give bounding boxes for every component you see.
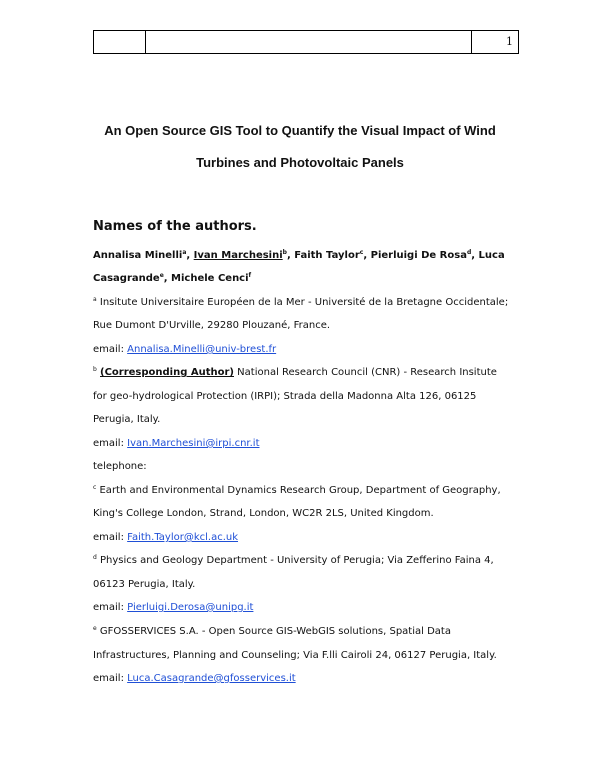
header-cell-left <box>94 31 146 53</box>
author-name: Faith Taylor <box>294 250 360 261</box>
email-link[interactable]: Luca.Casagrande@gfosservices.it <box>127 673 296 684</box>
author-sup: c <box>359 249 364 256</box>
paper-title-line-1: An Open Source GIS Tool to Quantify the Visual Impact of Wind <box>104 123 496 138</box>
authors-line-1: Annalisa Minelli$^a$, Ivan Marchesini$^b$, Faith Taylor$^c$, Pierluigi De Rosa$^d$, Luca <box>93 249 505 261</box>
email-label: email: <box>93 344 128 355</box>
header-cell-right <box>472 31 518 53</box>
affiliation-b-line-2: for geo-hydrological Protection (IRPI); Strada della Madonna Alta 126, 06125 <box>93 391 477 402</box>
author-sup: f <box>248 272 252 279</box>
affiliation-sup: c <box>93 484 97 491</box>
affiliation-text: Insitute Universitaire Européen de la Mer - Université de la Bretagne Occidentale; <box>96 297 509 308</box>
email-label: email: <box>93 602 128 613</box>
affiliation-d-email <box>93 602 523 613</box>
author-name: Luca <box>478 250 505 261</box>
affiliation-b-email <box>93 438 523 449</box>
affiliation-text: GFOSSERVICES S.A. - Open Source GIS-WebGIS solutions, Spatial Data <box>96 626 451 637</box>
author-name: Michele Cenci <box>171 273 249 284</box>
affiliation-c-line-2: King's College London, Strand, London, WC2R 2LS, United Kingdom. <box>93 508 434 519</box>
affiliation-sup: a <box>93 296 97 303</box>
author-name: Annalisa Minelli <box>93 250 183 261</box>
email-link[interactable]: Ivan.Marchesini@irpi.cnr.it <box>127 438 260 449</box>
affiliation-c-line-1 <box>93 485 523 496</box>
author-name: Ivan Marchesini <box>193 250 283 261</box>
affiliation-a-line-2: Rue Dumont D'Urville, 29280 Plouzané, France. <box>93 320 331 331</box>
affiliation-text: Earth and Environmental Dynamics Research Group, Department of Geography, <box>96 485 501 496</box>
affiliation-a-email <box>93 344 523 355</box>
affiliation-b-line-3: Perugia, Italy. <box>93 414 161 425</box>
header-cell-middle <box>146 31 472 53</box>
authors-line-2: Casagrande$^e$, Michele Cenci$^f$ <box>93 272 252 284</box>
author-sup: e <box>159 272 164 279</box>
author-name: Pierluigi De Rosa <box>370 250 467 261</box>
email-link[interactable]: Annalisa.Minelli@univ-brest.fr <box>127 344 277 355</box>
affiliation-sup: e <box>93 625 97 632</box>
corresponding-author-label: (Corresponding Author) <box>100 367 234 378</box>
affiliation-e-email <box>93 673 523 684</box>
affiliation-c-email <box>93 532 523 543</box>
paper-title-line-2: Turbines and Photovoltaic Panels <box>196 155 404 170</box>
affiliation-a-line-1 <box>93 297 523 308</box>
author-sup: a <box>182 249 187 256</box>
affiliation-e-line-1 <box>93 626 523 637</box>
author-sup: d <box>466 249 472 256</box>
email-label: email: <box>93 438 128 449</box>
page-number: 1 <box>506 35 513 48</box>
email-link[interactable]: Pierluigi.Derosa@unipg.it <box>127 602 254 613</box>
affiliation-b-telephone: telephone: <box>93 461 147 472</box>
affiliation-sup: b <box>93 366 97 373</box>
authors-heading: Names of the authors. <box>93 219 257 234</box>
author-name: Casagrande <box>93 273 160 284</box>
affiliation-d-line-2: 06123 Perugia, Italy. <box>93 579 196 590</box>
affiliation-text: National Research Council (CNR) - Research Insitute <box>234 367 497 378</box>
affiliation-b-line-1 <box>93 367 523 378</box>
header-table <box>93 30 519 54</box>
author-sup: b <box>282 249 287 256</box>
affiliation-sup: d <box>93 554 97 561</box>
affiliation-text: Physics and Geology Department - University of Perugia; Via Zefferino Faina 4, <box>96 555 494 566</box>
email-link[interactable]: Faith.Taylor@kcl.ac.uk <box>127 532 239 543</box>
affiliation-e-line-2: Infrastructures, Planning and Counseling; Via F.lli Cairoli 24, 06127 Perugia, Italy. <box>93 650 497 661</box>
email-label: email: <box>93 532 128 543</box>
email-label: email: <box>93 673 128 684</box>
affiliation-d-line-1 <box>93 555 523 566</box>
